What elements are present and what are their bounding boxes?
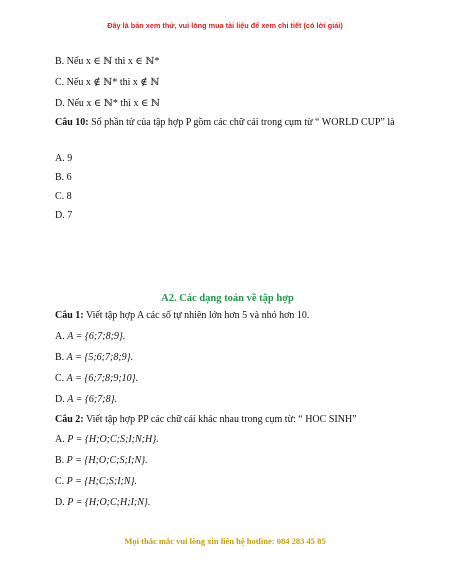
question-2 (55, 414, 357, 426)
question-1 (55, 310, 309, 322)
q2-option-a (55, 434, 159, 446)
q2-option-a-letter: A. (55, 434, 65, 445)
q10-option-a: A. 9 (55, 153, 73, 164)
q1-option-b-letter: B. (55, 352, 65, 363)
question-2-text: Viết tập hợp PP các chữ cái khác nhau trong cụm từ: “ HOC SINH” (85, 414, 357, 425)
q10-option-d: D. 7 (55, 210, 73, 221)
q1-option-d-letter: D. (55, 394, 65, 405)
q1-option-c-letter: C. (55, 373, 65, 384)
q1-option-a-expr: A = {6;7;8;9}. (67, 331, 126, 342)
q1-option-c (55, 373, 138, 385)
q2-option-c-letter: C. (55, 476, 65, 487)
question-2-label: Câu 2: (55, 414, 84, 425)
q2-option-b-expr: P = {H;O;C;S;I;N}. (66, 455, 148, 466)
q2-option-d-expr: P = {H;O;C;H;I;N}. (67, 497, 151, 508)
q1-option-b-expr: A = {5;6;7;8;9}. (66, 352, 134, 363)
section-title: A2. Các dạng toán về tập hợp (161, 293, 294, 304)
question-10-label: Câu 10: (55, 117, 89, 128)
q2-option-d-letter: D. (55, 497, 65, 508)
q1-option-b (55, 352, 133, 364)
question-10 (55, 114, 400, 132)
q1-option-d-expr: A = {6;7;8}. (67, 394, 118, 405)
option-b: B. Nếu x ∈ ℕ thì x ∈ ℕ* (55, 56, 160, 67)
option-c: C. Nếu x ∉ ℕ* thì x ∉ ℕ (55, 77, 160, 88)
hotline-footer: Mọi thắc mắc vui lòng xin liên hệ hotline: 084 283 45 85 (124, 536, 326, 546)
q2-option-c-expr: P = {H;C;S;I;N}. (66, 476, 138, 487)
q1-option-a (55, 331, 125, 343)
q2-option-c (55, 476, 137, 488)
q2-option-a-expr: P = {H;O;C;S;I;N;H}. (67, 434, 159, 445)
q1-option-a-letter: A. (55, 331, 65, 342)
option-d: D. Nếu x ∈ ℕ* thì x ∈ ℕ (55, 98, 161, 109)
q10-option-b: B. 6 (55, 172, 72, 183)
q2-option-b-letter: B. (55, 455, 65, 466)
q10-option-c: C. 8 (55, 191, 72, 202)
question-1-label: Câu 1: (55, 310, 84, 321)
q2-option-d (55, 497, 150, 509)
preview-notice: Đây là bản xem thử, vui lòng mua tài liệu để xem chi tiết (có lời giải) (107, 21, 343, 30)
question-10-text: Số phần tử của tập hợp P gồm các chữ cái trong cụm từ “ WORLD CUP” là (91, 117, 395, 128)
question-1-text: Viết tập hợp A các số tự nhiên lớn hơn 5 và nhỏ hơn 10. (85, 310, 310, 321)
q1-option-c-expr: A = {6;7;8;9;10}. (66, 373, 139, 384)
q2-option-b (55, 455, 148, 467)
q1-option-d (55, 394, 117, 406)
